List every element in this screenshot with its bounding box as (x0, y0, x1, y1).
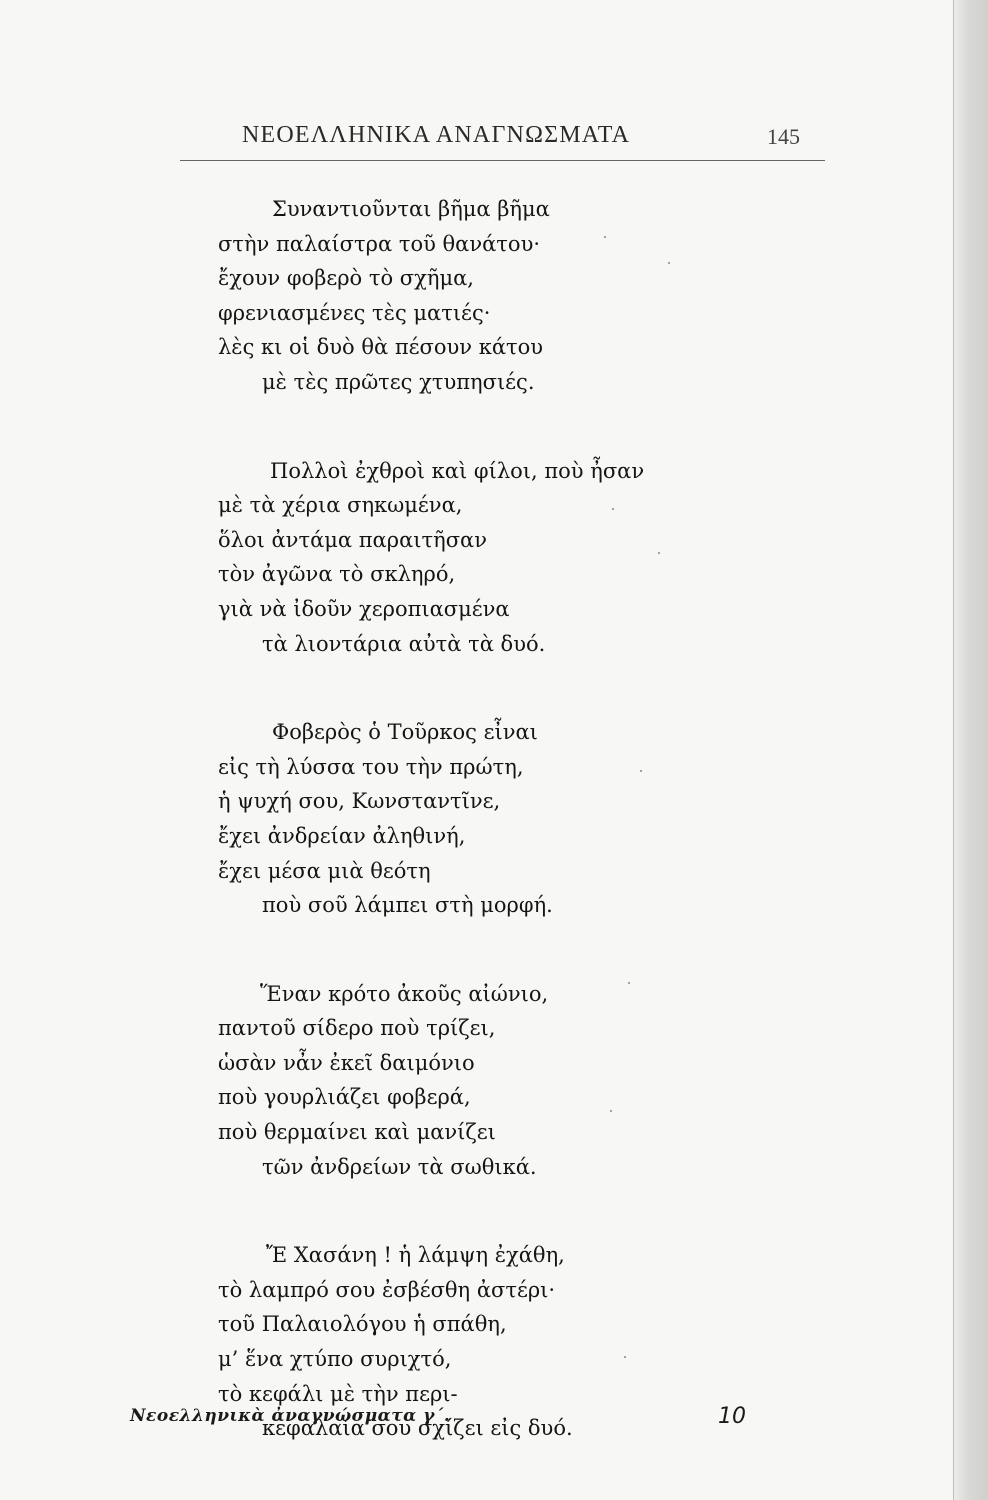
stanza-1 (0, 192, 988, 400)
stanza-2 (0, 454, 988, 662)
poem-line: ὅλοι ἀντάμα παραιτῆσαν (218, 527, 487, 552)
poem-line: ἔχει μέσα μιὰ θεότη (218, 858, 431, 883)
poem-line: γιὰ νὰ ἰδοῦν χεροπιασμένα (218, 596, 510, 621)
signature-mark: 10 (718, 1404, 746, 1429)
show-through-speck (658, 552, 660, 554)
poem-line: μ’ ἕνα χτύπο συριχτό, (218, 1347, 452, 1372)
show-through-speck (624, 1356, 626, 1358)
poem-line: τῶν ἀνδρείων τὰ σωθικά. (262, 1154, 537, 1179)
poem-line: ἡ ψυχή σου, Κωνσταντῖνε, (218, 789, 501, 814)
poem-line: Πολλοὶ ἐχθροὶ καὶ φίλοι, ποὺ ἦσαν (270, 458, 645, 483)
show-through-speck (628, 982, 630, 984)
show-through-speck (610, 1110, 612, 1112)
page-number: 145 (767, 124, 800, 149)
poem-line: ὡσὰν νἆν ἐκεῖ δαιμόνιο (218, 1050, 475, 1075)
page-footer (130, 1406, 770, 1436)
page-header (180, 122, 820, 162)
stanza-4 (0, 977, 988, 1185)
poem-line: εἰς τὴ λύσσα του τὴν πρώτη, (218, 754, 524, 779)
poem-line: ποὺ γουρλιάζει φοβερά, (218, 1085, 471, 1110)
poem-line: ποὺ σοῦ λάμπει στὴ μορφή. (262, 893, 553, 918)
show-through-speck (668, 262, 670, 264)
footer-book-title: Νεοελληνικὰ ἀναγνώσματα γ΄. (130, 1406, 451, 1426)
poem-line: Ἕναν κρότο ἀκοῦς αἰώνιο, (260, 981, 549, 1006)
poem-line: τοῦ Παλαιολόγου ἡ σπάθη, (218, 1312, 507, 1337)
poem-line: παντοῦ σίδερο ποὺ τρίζει, (218, 1016, 496, 1041)
poem-line: μὲ τὲς πρῶτες χτυπησιές. (262, 369, 535, 394)
poem-line: Συναντιοῦνται βῆμα βῆμα (272, 197, 550, 221)
poem-line: ἔχει ἀνδρείαν ἀληθινή, (218, 823, 466, 848)
poem-line: τὸ λαμπρό σου ἐσβέσθη ἀστέρι· (218, 1277, 556, 1302)
poem-body (0, 192, 988, 1500)
stanza-3 (0, 715, 988, 923)
poem-line: Ἔ Χασάνη ! ἡ λάμψη ἐχάθη, (266, 1243, 565, 1268)
poem-line: τὸ κεφάλι μὲ τὴν περι- (218, 1381, 458, 1406)
header-rule (180, 160, 825, 161)
poem-line: κεφαλαία σου σχίζει εἰς δυό. (262, 1416, 573, 1441)
poem-line: λὲς κι οἱ δυὸ θὰ πέσουν κάτου (218, 335, 544, 360)
poem-line: ἔχουν φοβερὸ τὸ σχῆμα, (218, 266, 474, 291)
poem-line: τὰ λιοντάρια αὐτὰ τὰ δυό. (262, 631, 546, 656)
poem-line: φρενιασμένες τὲς ματιές· (218, 300, 491, 325)
poem-line: τὸν ἀγῶνα τὸ σκληρό, (218, 562, 456, 587)
poem-line: Φοβερὸς ὁ Τοῦρκος εἶναι (272, 720, 538, 745)
show-through-speck (640, 770, 642, 772)
poem-line: ποὺ θερμαίνει καὶ μανίζει (218, 1120, 496, 1145)
poem-line: μὲ τὰ χέρια σηκωμένα, (218, 493, 463, 518)
show-through-speck (604, 236, 606, 238)
running-title: ΝΕΟΕΛΛΗΝΙΚΑ ΑΝΑΓΝΩΣΜΑΤΑ (242, 122, 631, 148)
show-through-speck (612, 508, 614, 510)
poem-line: στὴν παλαίστρα τοῦ θανάτου· (218, 231, 541, 256)
